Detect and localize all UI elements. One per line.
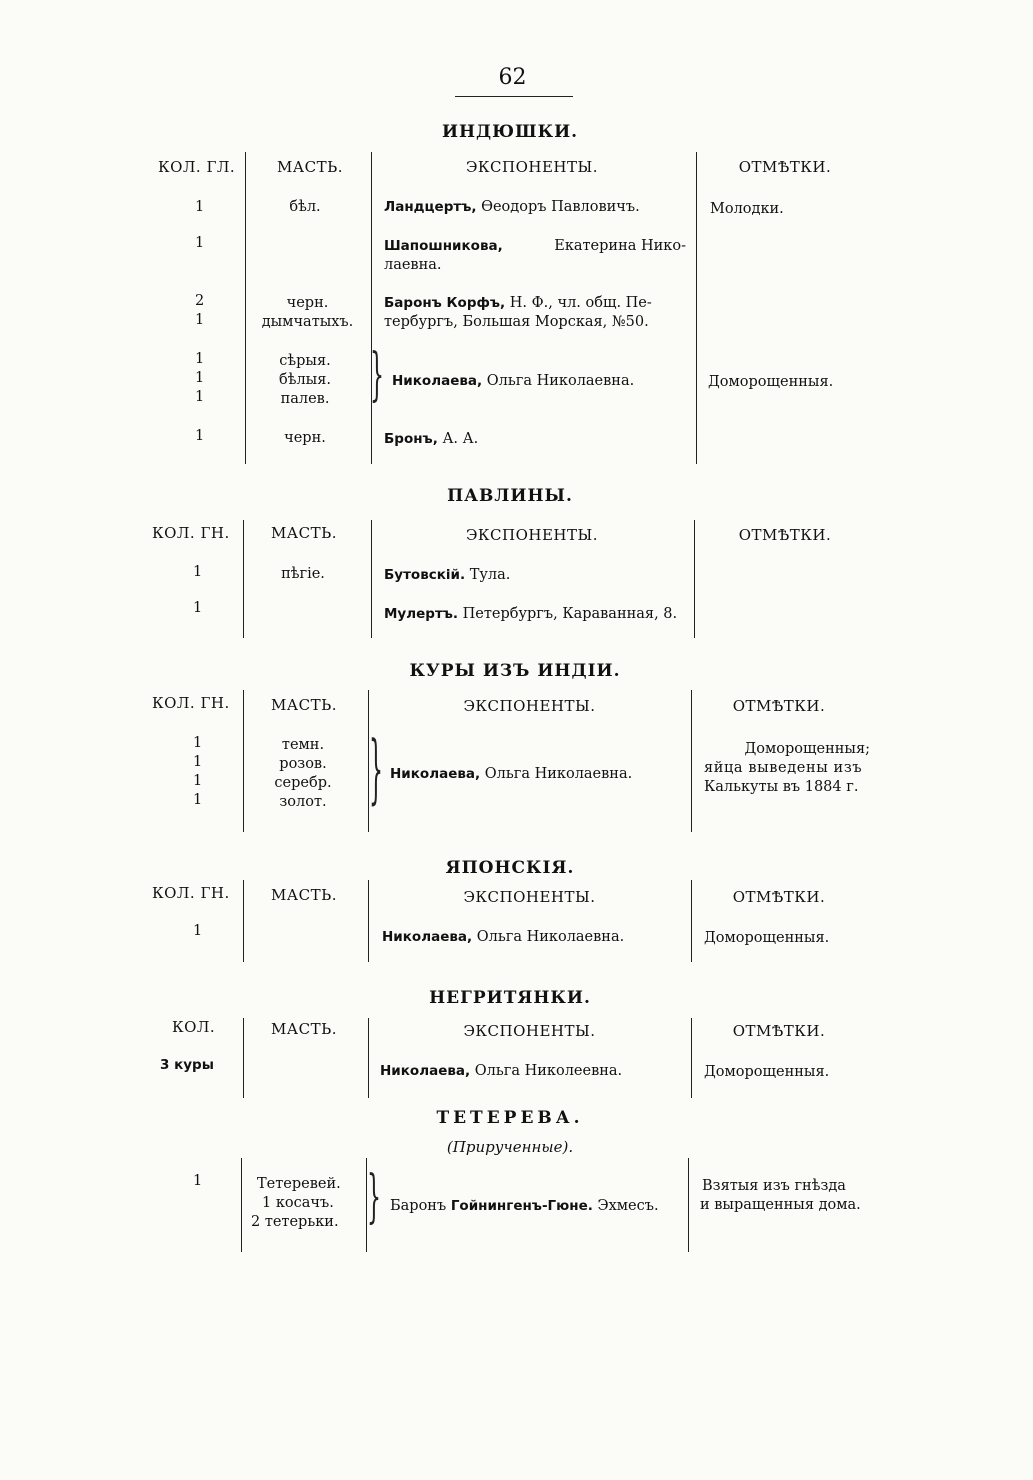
exhibitor-detail: Ольга Николаевна. <box>472 929 625 945</box>
color-cell: палев. <box>280 391 330 407</box>
exhibitor-detail: Ольга Николаевна. <box>480 766 633 782</box>
color-cell: серебр. <box>274 775 332 791</box>
column-rule <box>241 1158 242 1252</box>
header-remarks: ОТМѢТКИ. <box>738 526 832 544</box>
exhibitor-detail: Тула. <box>465 567 511 583</box>
exhibitor-cell <box>390 765 632 784</box>
remark-cell: и выращенныя дома. <box>700 1197 861 1213</box>
header-exhibitors: ЭКСПОНЕНТЫ. <box>463 1022 596 1040</box>
qty-cell: 1 <box>193 564 203 580</box>
exhibitor-detail: Өеодоръ Павловичъ. <box>476 199 640 215</box>
grouping-brace: } <box>367 1166 381 1231</box>
qty-cell: 1 <box>195 351 205 367</box>
column-rule <box>243 1018 244 1098</box>
header-remarks: ОТМѢТКИ. <box>732 888 826 906</box>
exhibitor-name: Шапошникова, <box>384 238 503 254</box>
exhibitor-cell <box>384 566 510 585</box>
color-cell: розов. <box>279 756 327 772</box>
color-cell: сѣрыя. <box>279 353 331 369</box>
exhibitor-title: Баронъ <box>390 1198 451 1214</box>
exhibitor-name: Николаева, <box>380 1063 471 1079</box>
remark-cell: Калькуты въ 1884 г. <box>704 779 859 795</box>
qty-cell: 2 <box>195 293 205 309</box>
color-cell: темн. <box>281 737 325 753</box>
column-rule <box>368 880 369 962</box>
qty-cell: 1 <box>195 235 205 251</box>
qty-cell: 1 <box>195 370 205 386</box>
header-qty: КОЛ. ГН. <box>152 524 230 542</box>
exhibitor-detail: Ольга Николеевна. <box>470 1063 623 1079</box>
exhibitor-name: Николаева, <box>390 766 481 782</box>
section-title-negritianki: НЕГРИТЯНКИ. <box>429 988 591 1008</box>
column-rule <box>371 520 372 638</box>
color-cell: черн. <box>284 430 326 446</box>
exhibitor-cell <box>380 1062 622 1081</box>
qty-cell: 1 <box>193 792 203 808</box>
section-subtitle: (Прирученные). <box>446 1138 574 1156</box>
qty-cell: 1 <box>193 1173 203 1189</box>
section-title-peacocks: ПАВЛИНЫ. <box>447 486 573 506</box>
remark-cell: Взятыя изъ гнѣзда <box>702 1178 846 1194</box>
column-rule <box>245 152 246 464</box>
qty-cell: 1 <box>193 923 203 939</box>
header-exhibitors: ЭКСПОНЕНТЫ. <box>463 697 596 715</box>
header-qty: КОЛ. ГЛ. <box>158 158 236 176</box>
exhibitor-detail-line: лаевна. <box>384 257 442 273</box>
qty-cell: 1 <box>195 389 205 405</box>
qty-cell: 1 <box>195 428 205 444</box>
exhibitor-cell <box>390 1197 659 1216</box>
exhibitor-cell <box>384 237 686 275</box>
column-rule <box>691 690 692 832</box>
header-remarks: ОТМѢТКИ. <box>732 1022 826 1040</box>
exhibitor-name: Бутовскій. <box>384 567 466 583</box>
grouping-brace: } <box>369 730 383 815</box>
column-rule <box>371 152 372 464</box>
grouping-brace: } <box>370 344 384 409</box>
exhibitor-detail-line: тербургъ, Большая Морская, №50. <box>384 314 649 330</box>
page-number: 62 <box>498 65 527 90</box>
exhibitor-cell <box>384 294 686 332</box>
header-remarks: ОТМѢТКИ. <box>732 697 826 715</box>
header-color: МАСТЬ. <box>270 696 338 714</box>
header-color: МАСТЬ. <box>270 524 338 542</box>
color-cell: бѣлыя. <box>279 372 331 388</box>
exhibitor-name: Баронъ Корфъ, <box>384 295 506 311</box>
header-qty: КОЛ. <box>172 1018 216 1036</box>
color-cell: пѣгіе. <box>281 566 325 582</box>
remark-cell: яйца выведены изъ <box>704 760 863 776</box>
qty-cell: 1 <box>195 199 205 215</box>
exhibitor-detail: Екатерина Нико- <box>554 238 686 254</box>
qty-cell: 1 <box>193 773 203 789</box>
section-title-indian-hens: КУРЫ ИЗЪ ИНДІИ. <box>409 661 621 681</box>
qty-cell <box>160 1056 214 1075</box>
header-exhibitors: ЭКСПОНЕНТЫ. <box>463 888 596 906</box>
header-color: МАСТЬ. <box>270 1020 338 1038</box>
header-remarks: ОТМѢТКИ. <box>738 158 832 176</box>
remark-cell: Молодки. <box>710 201 784 217</box>
column-rule <box>243 880 244 962</box>
section-title-japanese: ЯПОНСКІЯ. <box>445 858 575 878</box>
column-rule <box>696 152 697 464</box>
exhibitor-name: Николаева, <box>382 929 473 945</box>
column-rule <box>694 520 695 638</box>
exhibitor-name: Николаева, <box>392 373 483 389</box>
remark-cell: Доморощенныя. <box>704 1064 830 1080</box>
exhibitor-cell <box>384 198 640 217</box>
qty-cell: 1 <box>193 754 203 770</box>
exhibitor-name: Гойнингенъ-Гюне. <box>450 1198 593 1214</box>
qty-value: 3 куры <box>160 1057 214 1073</box>
column-rule <box>368 1018 369 1098</box>
remark-cell: Доморощенныя. <box>704 930 830 946</box>
header-exhibitors: ЭКСПОНЕНТЫ. <box>465 526 599 544</box>
section-title-grouse: ТЕТЕРЕВА. <box>436 1108 584 1128</box>
column-rule <box>688 1158 689 1252</box>
exhibitor-cell <box>384 605 677 624</box>
exhibitor-cell <box>382 928 624 947</box>
qty-cell: 1 <box>193 600 203 616</box>
exhibitor-cell <box>384 430 478 449</box>
exhibitor-detail: Петербургъ, Караванная, 8. <box>458 606 678 622</box>
exhibitor-name: Бронъ, <box>384 431 438 447</box>
color-cell: Тетеревей. <box>257 1176 341 1192</box>
column-rule <box>243 690 244 832</box>
column-rule <box>691 880 692 962</box>
exhibitor-cell <box>392 372 634 391</box>
exhibitor-detail: Эхмесъ. <box>592 1198 659 1214</box>
header-qty: КОЛ. ГН. <box>152 884 230 902</box>
color-cell: бѣл. <box>289 199 321 215</box>
section-title-turkeys: ИНДЮШКИ. <box>441 122 579 142</box>
header-qty: КОЛ. ГН. <box>152 694 230 712</box>
color-cell: дымчатыхъ. <box>261 314 354 330</box>
exhibitor-detail: Ольга Николаевна. <box>482 373 635 389</box>
exhibitor-name: Мулертъ. <box>384 606 459 622</box>
exhibitor-detail: А. А. <box>437 431 479 447</box>
color-cell: 2 тетерьки. <box>251 1214 339 1230</box>
remark-cell: Доморощенныя. <box>708 374 834 390</box>
column-rule <box>243 520 244 638</box>
color-cell: 1 косачъ. <box>262 1195 334 1211</box>
column-rule <box>691 1018 692 1098</box>
remark-cell: Доморощенныя; <box>744 741 870 757</box>
header-color: МАСТЬ. <box>270 886 338 904</box>
page-number-rule <box>455 96 573 97</box>
qty-cell: 1 <box>193 735 203 751</box>
exhibitor-name: Ландцертъ, <box>384 199 477 215</box>
color-cell: черн. <box>286 295 329 311</box>
qty-cell: 1 <box>195 312 205 328</box>
color-cell: золот. <box>279 794 327 810</box>
header-color: МАСТЬ. <box>276 158 344 176</box>
header-exhibitors: ЭКСПОНЕНТЫ. <box>465 158 599 176</box>
exhibitor-detail: Н. Ф., чл. общ. Пе- <box>505 295 652 311</box>
